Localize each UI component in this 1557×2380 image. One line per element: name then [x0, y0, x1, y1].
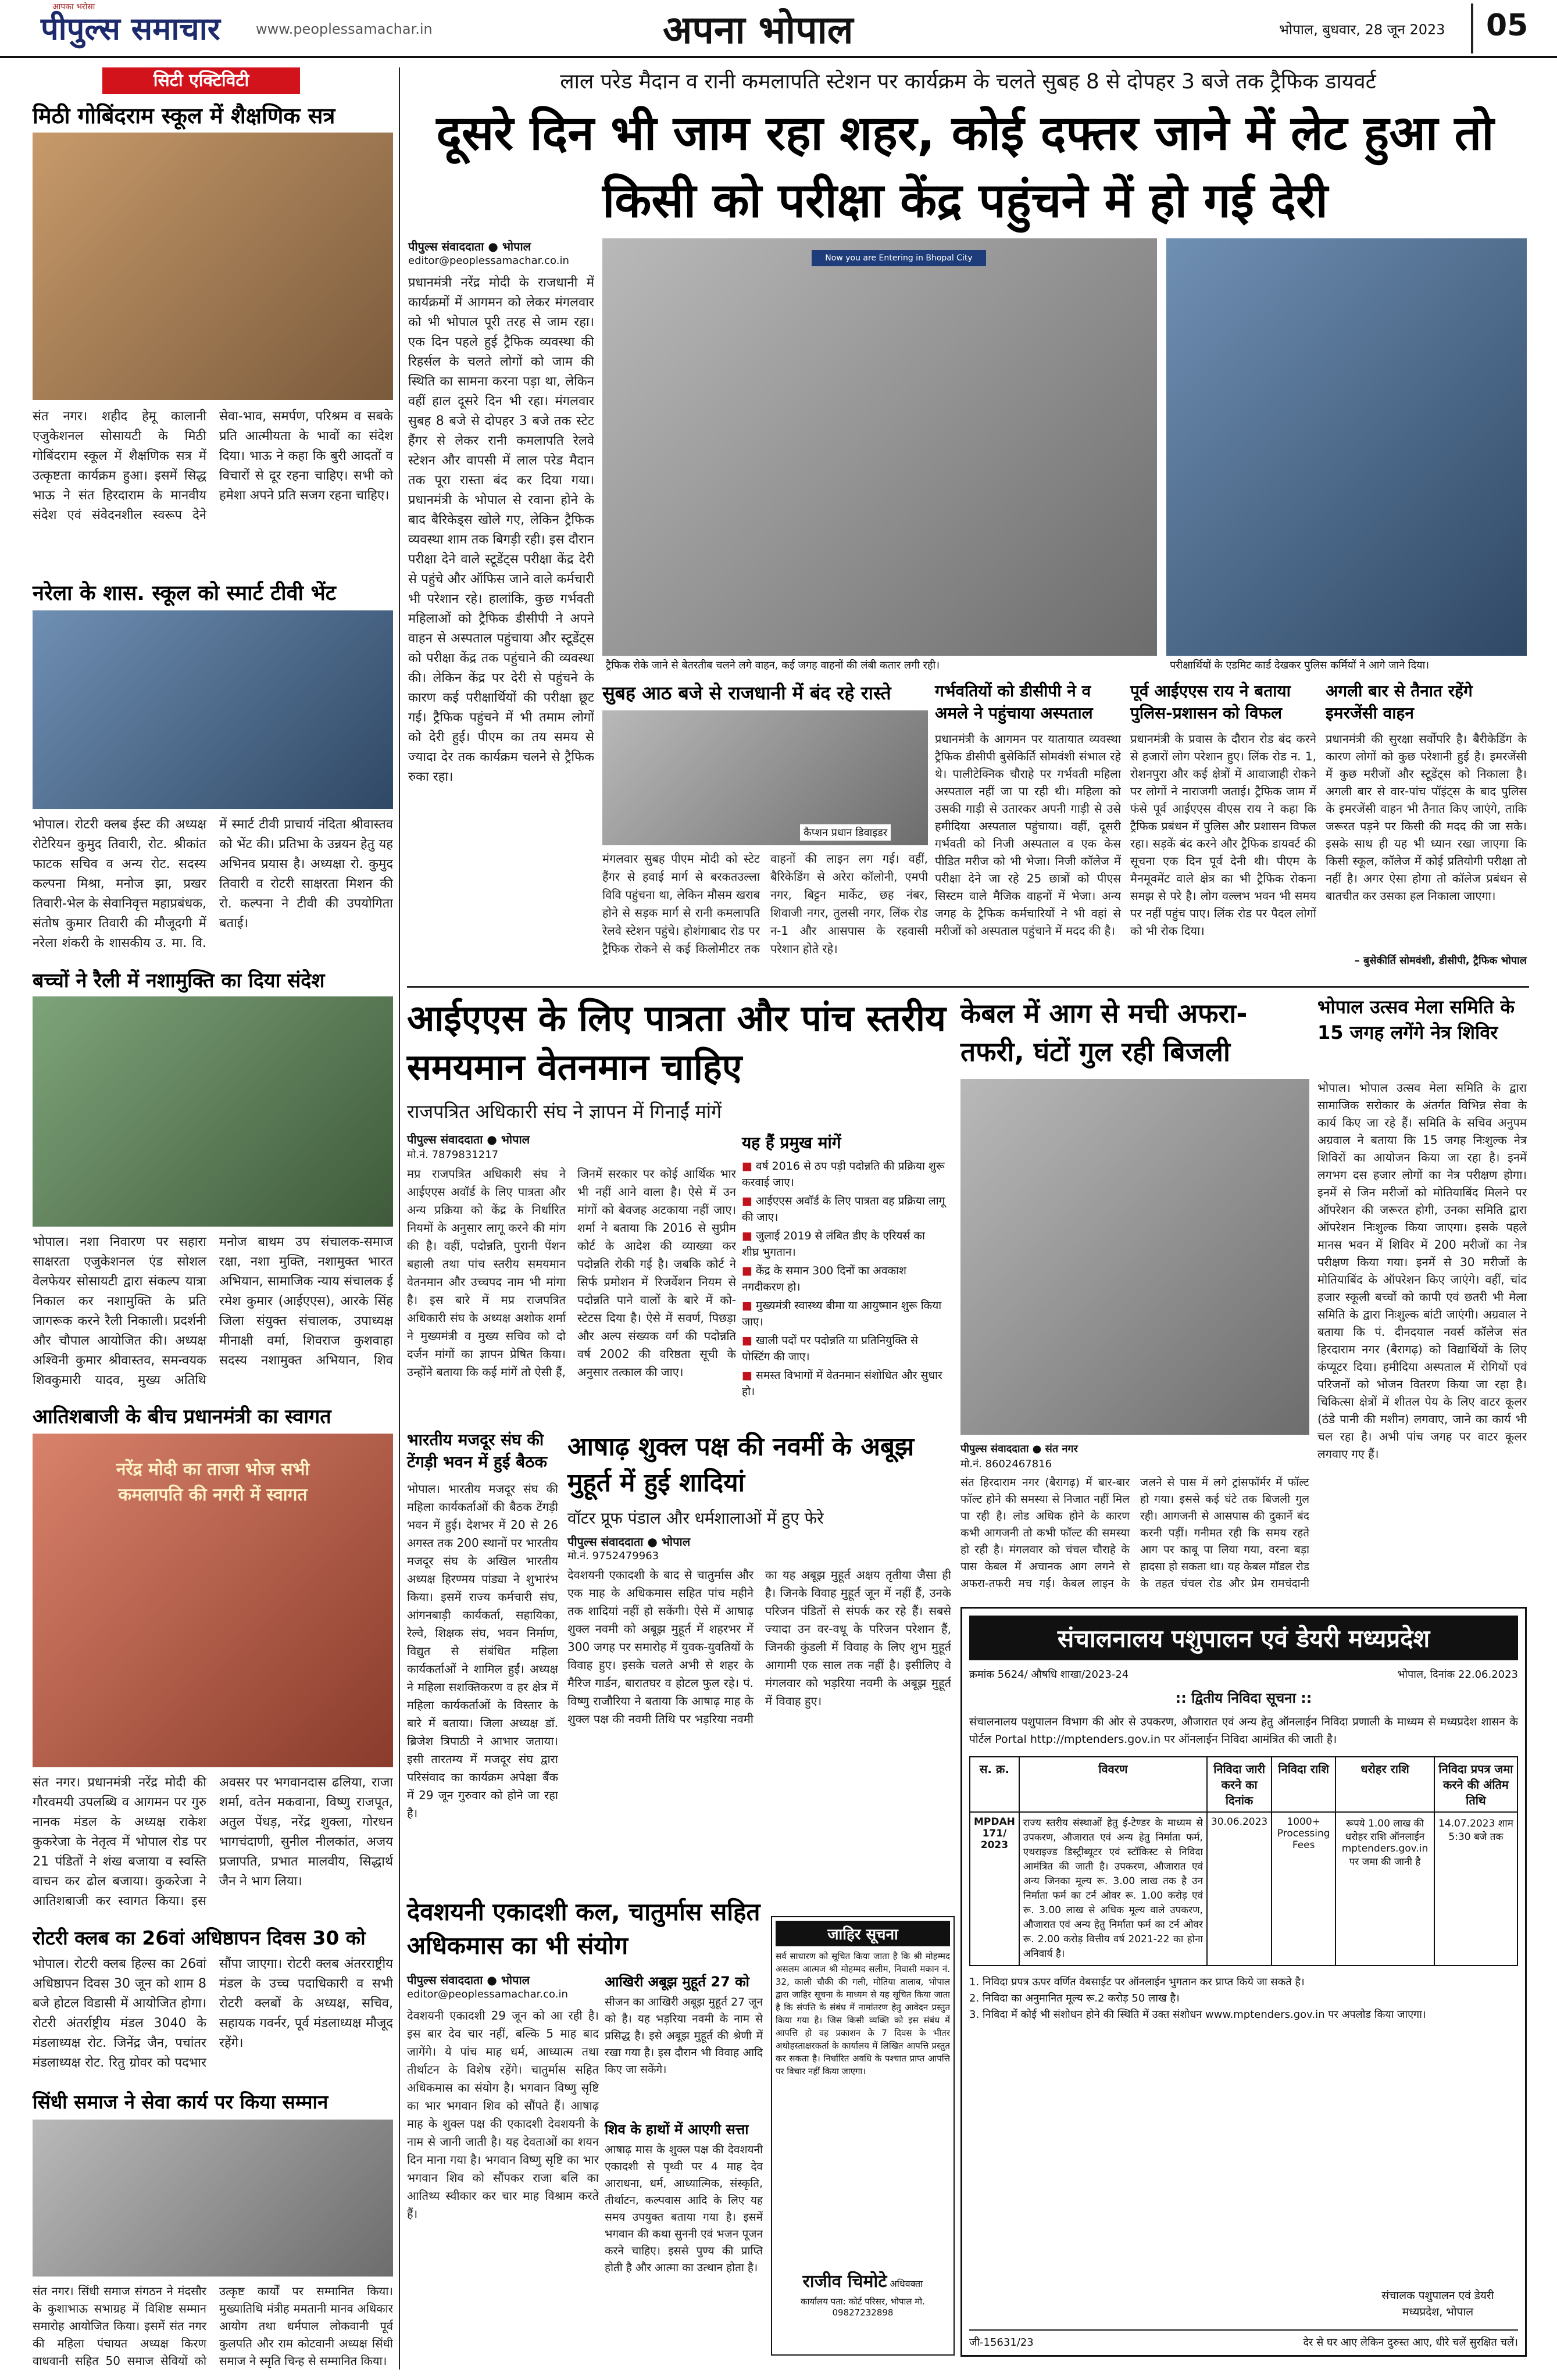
demand-item	[742, 1367, 945, 1400]
tender-notice-title: :: द्वितीय निविदा सूचना ::	[1175, 1690, 1312, 1706]
tender-header-cell: निविदा जारी करने का दिनांक	[1207, 1757, 1272, 1812]
lead-sub3-body: प्रधानमंत्री के प्रवास के दौरान रोड बंद करने से हजारों लोग परेशान हुए। लिंक रोड न. 1, रोशनपुरा और कई क्षेत्रों में आवाजाही रोकने पर लोगों ने नाराजगी जताई। ट्रैफिक जाम में फंसे पूर्व आईएएस वीएस राय ने कहा कि ट्रैफिक प्रबंधन में पुलिस और प्रशासन विफल रहा। सड़कें बंद करने और ट्रैफिक डायवर्ट की सूचना एक दिन पूर्व देनी थी। पीएम के मैनमूवमेंट वाले क्षेत्र का भी ट्रैफिक रोकना समझ से परे है। लोग वल्लभ भवन भी समय पर नहीं पहुंच पाए। लिंक रोड पर पैदल लोगों को भी रोक दिया।	[1130, 732, 1316, 938]
photo-sindhi-samaj	[33, 2120, 393, 2277]
ekadashi-byline: पीपुल्स संवाददाता ● भोपाल	[407, 1973, 530, 1987]
lead-photo-umbrella	[1166, 238, 1527, 656]
tender-table	[969, 1756, 1518, 1966]
bms-body: भोपाल। भारतीय मजदूर संघ की महिला कार्यकर्ताओं की बैठक टेंगड़ी भवन में हुई। देशभर में 20 से 26 अगस्त तक 200 स्थानों पर भारतीय मजदूर संघ के अखिल भारतीय अध्यक्ष हिरण्मय पांड्या ने शुभारंभ किया। इसमें राज्य कर्मचारी संघ, आंगनबाड़ी कार्यकर्ता, सहायिका, रेल्वे, शिक्षक संघ, भवन निर्माण, विद्युत से संबंधित महिला कार्यकर्ताओं ने शामिल हुईं। अध्यक्ष ने महिला सशक्तिकरण व हर क्षेत्र में महिला कार्यकर्ताओं के विस्तार के बारे में बताया। जिला अध्यक्ष डॉ. ब्रिजेश त्रिपाठी ने आभार जताया। इसी तारतम्य में मजदूर संघ द्वारा परिसंवाद का कार्यक्रम अपेक्षा बैंक में 29 जून गुरुवार को होने जा रहा है।	[407, 1482, 558, 1820]
tender-note: 1. निविदा प्रपत्र ऊपर वर्णित वेबसाईट पर ऑनलाईन भुगतान कर प्राप्त किये जा सकते है।	[969, 1976, 1305, 1988]
wedding-body: देवशयनी एकादशी के बाद से चातुर्मास और एक माह के अधिकमास सहित पांच महीने तक शादियां नहीं हो सकेंगी। ऐसे में आषाढ़ शुक्ल नवमी को अबूझ मुहूर्त में शहरभर में 300 जगह पर समारोह में युवक-युवतियों के विवाह हुए। इसके चलते अभी से शहर के मैरिज गार्डन, बारातघर व होटल फुल रहे। पं. विष्णु राजौरिया ने बताया कि आषाढ़ माह के शुक्ल पक्ष की नवमी तिथि पर भड़रिया नवमी का यह अबूझ मुहूर्त अक्षय तृतीया जैसा ही है। जिनके विवाह मुहूर्त जून में नहीं हैं, उनके परिजन पंडितों से संपर्क कर रहे हैं। सबसे ज्यादा उन वर-वधू के परिजन परेशान हैं, जिनकी कुंडली में विवाह के लिए शुभ मुहूर्त आगामी एक साल तक नहीं है। इसीलिए वे मंगलवार को भड़रिया नवमी के अबूझ मुहूर्त में विवाह हुए।	[567, 1568, 951, 1726]
brand-tagline: आपका भरोसा	[52, 2, 95, 12]
tender-table-header	[970, 1757, 1517, 1812]
public-notice-body: सर्व साधारण को सूचित किया जाता है कि श्री मोहम्मद असलम आत्मज श्री मोहम्मद सलीम, निवासी मकान नं. 32, काली चौकी की गली, मोतिया तालाब, भोपाल द्वारा जाहिर सूचना के माध्यम से यह सूचित किया जाता है कि संपत्ति के संबंध में नामांतरण हेतु आवेदन प्रस्तुत किया गया है। जिस किसी व्यक्ति को इस संबंध में आपत्ति हो वह प्रकाशन के 7 दिवस के भीतर अधोहस्ताक्षरकर्ता के कार्यालय में लिखित आपत्ति प्रस्तुत कर सकता है। निर्धारित अवधि के पश्चात प्राप्त आपत्ति पर विचार नहीं किया जाएगा।	[776, 1951, 950, 2077]
lead-headline: दूसरे दिन भी जाम रहा शहर, कोई दफ्तर जाने में लेट हुआ तो किसी को परीक्षा केंद्र पहुंचने में हो गई देरी	[436, 106, 1494, 228]
story-title-rotary-day: रोटरी क्लब का 26वां अधिष्ठापन दिवस 30 को	[33, 1927, 366, 1949]
page-number: 05	[1486, 8, 1529, 43]
bullet-icon: ■	[742, 1195, 756, 1207]
lead-photo-traffic-caption: ट्रैफिक रोके जाने से बेतरतीब चलने लगे वाहन, कई जगह वाहनों की लंबी कतार लगी रही।	[602, 657, 1157, 673]
tender-notes	[969, 1974, 1518, 2023]
left-column	[33, 67, 393, 2370]
story-title-sindhi-samaj: सिंधी समाज ने सेवा कार्य पर किया सम्मान	[33, 2090, 328, 2113]
tender-header-cell: धरोहर राशि	[1335, 1757, 1434, 1812]
lead-photo-umbrella-caption: परीक्षार्थियों के एडमिट कार्ड देखकर पुलिस कर्मियों ने आगे जाने दिया।	[1166, 657, 1527, 673]
mela-headline: भोपाल उत्सव मेला समिति के 15 जगह लगेंगे नेत्र शिविर	[1317, 996, 1515, 1044]
demand-item	[742, 1298, 945, 1330]
tender-cell: 14.07.2023 शाम 5:30 बजे तक	[1434, 1812, 1517, 1966]
photo-banner-text: नरेंद्र मोदी का ताजा भोज सभी कमलापति की नगरी में स्वागत	[116, 1459, 310, 1505]
demand-text: वर्ष 2016 से ठप पड़ी पदोन्नति की प्रक्रिया शुरू करवाई जाए।	[742, 1160, 945, 1189]
bullet-icon: ■	[742, 1160, 756, 1173]
tender-header-cell: स. क्र.	[970, 1757, 1019, 1812]
mela-body: भोपाल। भोपाल उत्सव मेला समिति के द्वारा सामाजिक सरोकार के अंतर्गत विभिन्न सेवा के कार्य किए जा रहे हैं। समिति के सचिव अनुपम अग्रवाल ने बताया कि 15 जगह निःशुल्क नेत्र शिविरों का आयोजन किया जा रहा है। इनमें लगभग दस हजार लोगों का नेत्र परीक्षण होगा। इनमें से जिन मरीजों को मोतियाबिंद मिलने पर ऑपरेशन की जरूरत होगी, उनका समिति द्वारा ऑपरेशन निःशुल्क किया जाएगा। इसके पहले मानस भवन में शिविर में 200 मरीजों का नेत्र परीक्षण किया गया। इनमें से 30 मरीजों के मोतियाबिंद के ऑपरेशन किए जाएंगे। वहीं, चांद हजार स्कूली बच्चों को कापी एवं छतरी भी मेला समिति के द्वारा निःशुल्क बांटी जाएंगी। अग्रवाल ने बताया कि पं. दीनदयाल नवर्स कॉलेज संत हिरदाराम नगर (बैरागढ़) को विद्यार्थियों के लिए कंप्यूटर दिया। हमीदिया अस्पताल में रोगियों एवं परिजनों को भोजन वितरण किया जा रहा है। चिकित्सा क्षेत्रों में शीतल पेय के लिए वाटर कूलर (ठंडे पानी की मशीन) लगवाए, जाने का कार्य भी चल रहा है। अभी पांच जगह पर वाटर कूलर लगवाए गए हैं।	[1317, 1081, 1527, 1461]
lead-photo-traffic	[602, 238, 1157, 656]
cable-mobile: मो.नं. 8602467816	[960, 1458, 1052, 1470]
tender-jk-number: जी-15631/23	[969, 2336, 1034, 2349]
story-body-school-session: संत नगर। शहीद हेमू कालानी एजुकेशनल सोसायटी के मिठी गोबिंदराम स्कूल में शैक्षणिक सत्र में उत्कृष्टता कार्यक्रम हुआ। इसमें सिद्ध भाऊ ने संत हिरदाराम के मानवीय संदेश एवं संवेदनशील स्वरूप देने सेवा-भाव, समर्पण, परिश्रम व सबके प्रति आत्मीयता के भावों का संदेश दिया। भाऊ ने कहा कि बुरी आदतों व विचारों से दूर रहना चाहिए। सभी को हमेशा अपने प्रति सजग रहना चाहिए।	[33, 409, 393, 523]
demand-item	[742, 1332, 945, 1365]
ias-body: मप्र राजपत्रित अधिकारी संघ ने आईएएस अवॉर्ड के लिए पात्रता और अन्य प्रक्रिया को केंद्र के निर्धारित नियमों के अनुसार लागू करने की मांग की है। वहीं, पदोन्नति, पुरानी पेंशन बहाली तथा पांच स्तरीय समयमान वेतनमान और उच्चपद नाम भी मांगा है। इस बारे में मप्र राजपत्रित अधिकारी संघ के अध्यक्ष अशोक शर्मा ने मुख्यमंत्री व मुख्य सचिव को दो दर्जन मांगों का ज्ञापन प्रेषित किया। उन्होंने बताया कि कई मांगें तो ऐसी हैं, जिनमें सरकार पर कोई आर्थिक भार भी नहीं आने वाला है। ऐसे में उन मांगों को बेवजह अटकाया नहीं जाए। शर्मा ने बताया कि 2016 से सुप्रीम कोर्ट के आदेश की व्याख्या कर पदोन्नति रोकी गई है। जबकि कोर्ट ने सिर्फ प्रमोशन में रिजर्वेशन नियम से पदोन्नति पाने वालों के बारे में को-स्टेटस दिया है। ऐसे में सवर्ण, पिछड़ा और अल्प संख्यक वर्ग की पदोन्नति वर्ष 2002 की वरिष्ठता सूची के अनुसार तत्काल की जाए।	[407, 1167, 736, 1379]
tender-signatory: संचालक पशुपालन एवं डेयरी मध्यप्रदेश, भोपाल	[1381, 2289, 1494, 2318]
brand-logo	[41, 6, 220, 49]
lead-kicker: लाल परेड मैदान व रानी कमलापति स्टेशन पर कार्यक्रम के चलते सुबह 8 से दोपहर 3 बजे तक ट्रैफिक डायवर्ट	[560, 70, 1376, 94]
photo-rally	[33, 996, 393, 1227]
story-body-pm-welcome: संत नगर। प्रधानमंत्री नरेंद्र मोदी की गौरवमयी उपलब्धि व आगमन पर गुरु नानक मंडल के अध्यक्ष राकेश कुकरेजा के नेतृत्व में भोपाल रोड पर 21 पंडितों ने शंख बजाया व स्वस्ति वाचन कर ढोल बजाया। कुकरेजा ने आतिशबाजी कर स्वागत किया। इस अवसर पर भगवानदास ढलिया, राजा शर्मा, वतेन मकवाना, विष्णु राजपूत, अतुल पेंधड़, नरेंद्र शुक्ला, गोरधन भागचंदाणी, सुनील नीलकांत, अजय प्रजापति, प्रभात मालवीय, सिद्धार्थ जैन ने भाग लिया।	[33, 1775, 393, 1909]
tender-header-cell: विवरण	[1019, 1757, 1207, 1812]
public-notice-address: कार्यालय पता: कोर्ट परिसर, भोपाल मो. 09827232898	[801, 2296, 925, 2318]
story-title-pm-welcome: आतिशबाजी के बीच प्रधानमंत्री का स्वागत	[33, 1405, 331, 1428]
lead-sub1-body: मंगलवार सुबह पीएम मोदी को स्टेट हैंगर से हवाई मार्ग से बरकतउल्ला विवि पहुंचना था, लेकिन मौसम खराब होने से सड़क मार्ग से रानी कमलापति रेलवे स्टेशन पहुंचे। होशंगाबाद रोड पर ट्रैफिक रोकने से कई किलोमीटर तक वाहनों की लाइन लग गई। वहीं, बैरिकेडिंग से अरेरा कॉलोनी, एमपी नगर, बिट्टन मार्केट, छह नंबर, शिवाजी नगर, तुलसी नगर, लिंक रोड न-1 और आसपास के रहवासी परेशान होते रहे।	[602, 852, 928, 956]
ias-byline: पीपुल्स संवाददाता ● भोपाल	[407, 1132, 530, 1146]
wedding-byline: पीपुल्स संवाददाता ● भोपाल	[567, 1535, 691, 1549]
cable-byline: पीपुल्स संवाददाता ● संत नगर	[960, 1443, 1078, 1455]
demand-text: केंद्र के समान 300 दिनों का अवकाश नगदीकरण हो।	[742, 1264, 906, 1293]
bullet-icon: ■	[742, 1230, 756, 1242]
ekadashi-sub1-body: सीजन का आखिरी अबूझ मुहूर्त 27 जून को है। यह भड़रिया नवमी के नाम से प्रसिद्ध है। इसे अबूझ मुहूर्त की श्रेणी में रखा गया है। इस दौरान भी विवाह आदि किए जा सकेंगे।	[605, 1996, 763, 2076]
ias-demands-list	[742, 1158, 945, 1400]
demand-item	[742, 1193, 945, 1225]
tender-notice	[960, 1607, 1527, 2357]
story-body-sindhi-samaj: संत नगर। सिंधी समाज संगठन ने मंदसौर के कुशाभाऊ सभाग्रह में विशिष्ट सम्मान समारोह आयोजित किया। इसमें संत नगर की महिला पंचायत अध्यक्ष किरण वाधवानी सहित 50 समाज सेवियों को उत्कृष्ट कार्यों पर सम्मानित किया। मुख्यातिथि मंत्रीह ममतानी मानव अधिकार आयोग तथा धर्मपाल लोकवानी पूर्व कुलपति और राम कोटवानी अध्यक्ष सिंधी समाज ने स्मृति चिन्ह से सम्मानित किया।	[33, 2284, 393, 2368]
tender-slogan: देर से घर आए लेकिन दुरुस्त आए, धीरे चलें सुरक्षित चलें।	[1303, 2336, 1518, 2349]
masthead	[0, 0, 1557, 58]
demand-item	[742, 1158, 945, 1191]
lead-byline: पीपुल्स संवाददाता ● भोपाल	[408, 240, 531, 253]
wedding-deck: वॉटर प्रूफ पंडाल और धर्मशालाओं में हुए फेरे	[567, 1509, 824, 1528]
ekadashi-body: देवशयनी एकादशी 29 जून को आ रही है। इस बार देव चार नहीं, बल्कि 5 माह बाद जागेंगे। ये पांच माह धर्म, आध्यात्म तथा तीर्थाटन के विशेष रहेंगे। चातुर्मास सहित अधिकमास का संयोग है। भगवान विष्णु सृष्टि का भार भगवान शिव को सौंपते हैं। आषाढ़ माह के शुक्ल पक्ष की एकादशी देवशयनी के नाम से जानी जाती है। यह देवताओं का शयन दिन माना गया है। भगवान विष्णु सृष्टि का भार भगवान शिव को सौंपकर राजा बलि का आतिथ्य स्वीकार कर चार माह विश्राम करते हैं।	[407, 2009, 599, 2221]
bullet-icon: ■	[742, 1264, 756, 1277]
ias-deck: राजपत्रित अधिकारी संघ ने ज्ञापन में गिनाईं मांगें	[407, 1100, 722, 1123]
lead-sub4-body: प्रधानमंत्री की सुरक्षा सर्वोपरि है। बैरीकेडिंग के कारण लोगों को कुछ परेशानी हुई है। इमरजेंसी में कुछ मरीजों और स्टूडेंट्स को निकाला है। अगली बार से वार-पांच पॉइंट्स के बाद पुलिस के इमरजेंसी वाहन भी तैनात किए जाएंगे, ताकि जरूरत पड़ने पर किसी की मदद की जा सके। इसके साथ ही यह भी ध्यान रखा जाएगा कि किसी स्कूल, कॉलेज में कोई प्रतियोगी परीक्षा तो नहीं है। अगर ऐसा होगा तो कॉलेज प्रबंधन से बातचीत कर उसका हल निकाला जाएगा।	[1326, 732, 1527, 903]
section-title	[663, 2, 853, 55]
ias-demands-box	[742, 1131, 945, 1421]
tender-ref: क्रमांक 5624/ औषधि शाखा/2023-24	[969, 1668, 1129, 1681]
demand-text: आईएएस अवॉर्ड के लिए पात्रता वह प्रक्रिया लागू की जाए।	[742, 1195, 945, 1224]
lead-bottom-rule	[407, 986, 1529, 988]
site-url[interactable]: www.peoplessamachar.in	[256, 21, 433, 37]
story-body-smart-tv: भोपाल। रोटरी क्लब ईस्ट की अध्यक्ष रोटेरियन कुमुद तिवारी, रोट. श्रीकांत फाटक सचिव व अन्य रोट. सदस्य कल्पना मिश्रा, मनोज झा, प्रखर तिवारी-भेल के सेवानिवृत्त महाप्रबंधक, संतोष कुमार तिवारी की मौजूदगी में नरेला शंकरी के शासकीय उ. मा. वि. में स्मार्ट टीवी प्राचार्य नंदिता श्रीवास्तव को भेंट की। प्रतिभा के उन्नयन हेतु यह अभिनव प्रयास है। अध्यक्षा रो. कुमुद तिवारी व रोटरी साक्षरता मिशन की रो. कल्पना ने टीवी की उपयोगिता बताई।	[33, 817, 393, 950]
section-label: अपना भोपाल	[663, 8, 854, 52]
ekadashi-sub1-title: आखिरी अबूझ मुहूर्त 27 को	[605, 1974, 749, 1990]
lead-sub4-title: अगली बार से तैनात रहेंगे इमरजेंसी वाहन	[1326, 681, 1473, 723]
lead-sub2-body: प्रधानमंत्री के आगमन पर यातायात व्यवस्था ट्रैफिक डीसीपी बुसेकिर्ति सोमवंशी संभाल रहे थे। पालीटेक्निक चौराहे पर गर्भवती महिला अस्पताल नहीं जा पा रही थी। महिला को उसकी गाड़ी से उतारकर अपनी गाड़ी से उसे हमीदिया अस्पताल पहुंचाया। वहीं, दूसरी गर्भवती को निजी अस्पताल व एक केस पीडित मरीज को भी भेजा। निजी कॉलेज में परीक्षा देने जा रहे 25 छात्रों को पीएस सिस्टम वाले मैजिक वाहनों में भेजा। अन्य जगह के ट्रैफिक कर्मचारियों ने भी वहां से मरीजों को अस्पताल पहुंचाने में मदद की है।	[935, 732, 1121, 938]
ias-mobile: मो.नं. 7879831217	[407, 1149, 499, 1161]
tender-date: भोपाल, दिनांक 22.06.2023	[1397, 1668, 1518, 1681]
ias-demands-title: यह हैं प्रमुख मांगें	[742, 1133, 841, 1152]
story-title-smart-tv: नरेला के शास. स्कूल को स्मार्ट टीवी भेंट	[33, 581, 336, 605]
lead-sub1-photo-caption: कैप्शन प्रधान डिवाइडर	[800, 824, 891, 841]
demand-text: मुख्यमंत्री स्वास्थ्य बीमा या आयुष्मान शुरू किया जाए।	[742, 1299, 942, 1328]
bms-title: भारतीय मजदूर संघ की टेंगड़ी भवन में हुई बैठक	[407, 1430, 548, 1471]
left-column-divider	[399, 67, 400, 2370]
demand-text: जुलाई 2019 से लंबित डीए के एरियर्स का शीघ्र भुगतान।	[742, 1230, 925, 1259]
masthead-divider	[1471, 3, 1473, 53]
bullet-icon: ■	[742, 1334, 756, 1347]
tender-cell: 30.06.2023	[1207, 1812, 1272, 1966]
ekadashi-headline: देवशयनी एकादशी कल, चातुर्मास सहित अधिकमास का भी संयोग	[407, 1897, 760, 1960]
ekadashi-sub2-body: आषाढ़ मास के शुक्ल पक्ष की देवशयनी एकादशी से पृथ्वी पर 4 माह देव आराधना, धर्म, आध्यात्मिक, संस्कृति, तीर्थाटन, कल्पवास आदि के लिए यह समय उपयुक्त बताया गया है। इसमें भगवान की कथा सुननी एवं भजन पूजन करने चाहिए। इससे पुण्य की प्राप्ति होती है और आत्मा का उत्थान होता है।	[605, 2143, 763, 2274]
tender-note: 3. निविदा में कोई भी संशोधन होने की स्थिति में उक्त संशोधन www.mptenders.gov.in पर अपलोड किया जाएगा।	[969, 2009, 1426, 2021]
tender-table-row	[970, 1812, 1517, 1966]
cable-photo	[960, 1079, 1309, 1435]
cable-headline: केबल में आग से मची अफरा-तफरी, घंटों गुल रही बिजली	[960, 998, 1248, 1067]
photo-pm-welcome	[33, 1434, 393, 1767]
brand-name: पीपुल्स समाचार	[41, 10, 220, 47]
demand-text: समस्त विभागों में वेतनमान संशोधित और सुधार हो।	[742, 1369, 942, 1398]
tender-cell: MPDAH 171/ 2023	[970, 1812, 1019, 1966]
story-body-rally: भोपाल। नशा निवारण पर सहारा साक्षरता एजुकेशनल एंड सोशल वेलफेयर सोसायटी द्वारा संकल्प यात्रा निकाल कर नशामुक्ति के प्रति जागरूक करने रैली निकाली। प्रदर्शनी और चौपाल आयोजित की। अध्यक्ष अश्विनी कुमार श्रीवास्तव, समन्वयक शिवकुमारी यादव, मुख्य अतिथि मनोज बाथम उप संचालक-समाज रक्षा, नशा मुक्ति, नशामुक्त भारत अभियान, सामाजिक न्याय संचालक ई रमेश कुमार (आईएएस), आरके सिंह जिला संयुक्त संचालक, उपाध्यक्ष मीनाक्षी वर्मा, शिवराज कुशवाहा सदस्य नशामुक्त अभियान, शिव	[33, 1235, 393, 1388]
tender-note: 2. निविदा का अनुमानित मूल्य रू.2 करोड़ 50 लाख है।	[969, 1992, 1180, 2004]
lead-sub1-title: सुबह आठ बजे से राजधानी में बंद रहे रास्ते	[602, 682, 891, 704]
bullet-icon: ■	[742, 1369, 756, 1382]
story-title-school-session: मिठी गोबिंदराम स्कूल में शैक्षणिक सत्र	[33, 103, 335, 128]
cable-body: संत हिरदाराम नगर (बैरागढ़) में बार-बार फॉल्ट होने की समस्या से निजात नहीं मिल पा रही है। लोड अधिक होने के कारण कभी आगजनी तो कभी फॉल्ट की समस्या हो रही है। मंगलवार को चंचल चौराहे के पास केबल में अचानक आग लगने से अफरा-तफरी मच गई। केबल लाइन के जलने से पास में लगे ट्रांसफॉर्मर में फॉल्ट हो गया। इससे कई घंटे तक बिजली गुल रही। आगजनी से आसपास की दुकानें बंद करनी पड़ीं। गनीमत रही कि समय रहते आग पर काबू पा लिया गया, वरना बड़ा हादसा हो सकता था। यह केबल मॉडल रोड के तहत चंचल रोड और प्रेम रामचंदानी	[960, 1476, 1309, 1590]
story-body-rotary-day: भोपाल। रोटरी क्लब हिल्स का 26वां अधिष्ठापन दिवस 30 जून को शाम 8 बजे होटल विडासी में आयोजित होगा। रोटरी अंतर्राष्ट्रीय मंडल 3040 के मंडलाध्यक्ष रोट. जिनेंद्र जैन, पचांतर मंडलाध्यक्ष रोट. रितु ग्रोवर को पदभार सौंपा जाएगा। रोटरी क्लब अंतरराष्ट्रीय मंडल के उच्च पदाधिकारी व सभी रोटरी क्लबों के अध्यक्ष, सचिव, सहायक गवर्नर, पूर्व मंडलाध्यक्ष मौजूद रहेंगे।	[33, 1957, 393, 2070]
demand-text: खाली पदों पर पदोन्नति या प्रतिनियुक्ति से पोस्टिंग की जाए।	[742, 1334, 919, 1363]
public-notice-advocate	[776, 2268, 950, 2292]
lead-email[interactable]: editor@peoplessamachar.co.in	[408, 255, 569, 267]
public-notice-title: जाहिर सूचना	[776, 1921, 950, 1946]
ekadashi-email[interactable]: editor@peoplessamachar.co.in	[407, 1988, 568, 2000]
bullet-icon: ■	[742, 1299, 756, 1312]
demand-item	[742, 1263, 945, 1295]
story-title-rally: बच्चों ने रैली में नशामुक्ति का दिया संदेश	[33, 969, 325, 992]
photo-school-session	[33, 133, 393, 400]
ias-headline: आईएएस के लिए पात्रता और पांच स्तरीय समयमान वेतनमान चाहिए	[407, 997, 946, 1088]
tender-header-cell: निविदा प्रपत्र जमा करने की अंतिम तिथि	[1434, 1757, 1517, 1812]
city-activity-tag: सिटी एक्टिविटी	[102, 67, 300, 94]
tender-cell: रूपये 1.00 लाख की धरोहर राशि ऑनलाईन mptenders.gov.in पर जमा की जानी है	[1335, 1812, 1434, 1966]
wedding-mobile: मो.नं. 9752479963	[567, 1550, 659, 1562]
tender-cell: 1000+ Processing Fees	[1272, 1812, 1335, 1966]
photo-smart-tv	[33, 610, 393, 809]
lead-photo-sign: Now you are Entering in Bhopal City	[812, 250, 986, 266]
tender-header-cell: निविदा राशि	[1272, 1757, 1335, 1812]
advocate-name: राजीव चिमोटे	[802, 2271, 887, 2292]
lead-sub4-quote-by: – बुसेकीर्ति सोमवंशी, डीसीपी, ट्रैफिक भोपाल	[1354, 955, 1527, 967]
lead-sub3-title: पूर्व आईएएस राय ने बताया पुलिस-प्रशासन को विफल	[1130, 681, 1291, 723]
demand-item	[742, 1228, 945, 1260]
lead-sub2-title: गर्भवतियों को डीसीपी ने व अमले ने पहुंचाया अस्पताल	[935, 681, 1093, 723]
tender-org: संचालनालय पशुपालन एवं डेयरी मध्यप्रदेश	[969, 1616, 1518, 1660]
dateline: भोपाल, बुधवार, 28 जून 2023	[1279, 22, 1445, 38]
lead-body: प्रधानमंत्री नरेंद्र मोदी के राजधानी में कार्यक्रमों में आगमन को लेकर मंगलवार को भी भोपाल पूरी तरह से जाम रहा। एक दिन पहले हुई ट्रैफिक व्यवस्था की रिहर्सल के चलते लोगों को जाम की स्थिति का सामना करना पड़ा था, लेकिन वहीं हाल दूसरे दिन भी रहा। मंगलवार सुबह 8 बजे से दोपहर 3 बजे तक स्टेट हैंगर से लेकर रानी कमलापति रेलवे स्टेशन और वापसी में लाल परेड मैदान तक पूरा रास्ता बंद कर दिया गया। प्रधानमंत्री के भोपाल से रवाना होने के बाद बैरिकेड्स खोले गए, लेकिन ट्रैफिक व्यवस्था शाम तक बिगड़ी रही। इस दौरान परीक्षा देने वाले स्टूडेंट्स परीक्षा केंद्र देरी से पहुंचे और ऑफिस जाने वाले कर्मचारी भी परेशान रहे। हालांकि, कुछ गर्भवती महिलाओं को ट्रैफिक डीसीपी ने अपने वाहन से अस्पताल पहुंचाया और स्टूडेंट्स को परीक्षा केंद्र तक पहुंचाने की व्यवस्था की। लेकिन केंद्र पर देरी से पहुंचने के कारण कई परीक्षार्थियों की परीक्षा छूट गई। ट्रैफिक पहुंचने में भी तमाम लोगों को देरी हुई। पीएम का तय समय से ज्यादा देर तक कार्यक्रम चलने से ट्रैफिक रुका रहा।	[408, 276, 594, 784]
tender-cell: राज्य स्तरीय संस्थाओं हेतु ई-टेण्डर के माध्यम से उपकरण, औजारात एवं अन्य हेतु निर्माता फर्म, एथराइज्ड डिस्ट्रीब्यूटर एवं स्टॉकिस्ट से निविदा आमंत्रित की जाती है। उपकरण, औजारात एवं अन्य जिनका मूल्य रू. 3.00 लाख तक है उन निर्माता फर्म का टर्न ओवर रू. 1.00 करोड़ एवं रू. 3.00 लाख से अधिक मूल्य वाले उपकरण, औजारात एवं अन्य हेतु निर्माता फर्म का टर्न ओवर रू. 2.00 करोड़ वित्तीय वर्ष 2021-22 का होना अनिवार्य है।	[1019, 1812, 1207, 1966]
advocate-role: अधिवक्ता	[890, 2278, 923, 2289]
public-notice	[771, 1916, 955, 2356]
wedding-headline: आषाढ़ शुक्ल पक्ष की नवमीं के अबूझ मुहूर्त में हुई शादियां	[567, 1432, 915, 1498]
ekadashi-sub2-title: शिव के हाथों में आएगी सत्ता	[605, 2121, 749, 2138]
tender-intro: संचालनालय पशुपालन विभाग की ओर से उपकरण, औजारात एवं अन्य हेतु ऑनलाईन निविदा प्रणाली के माध्यम से मध्यप्रदेश शासन के पोर्टल Portal http://mptenders.gov.in पर ऑनलाईन निविदा आमंत्रित की जाती है।	[969, 1716, 1518, 1746]
